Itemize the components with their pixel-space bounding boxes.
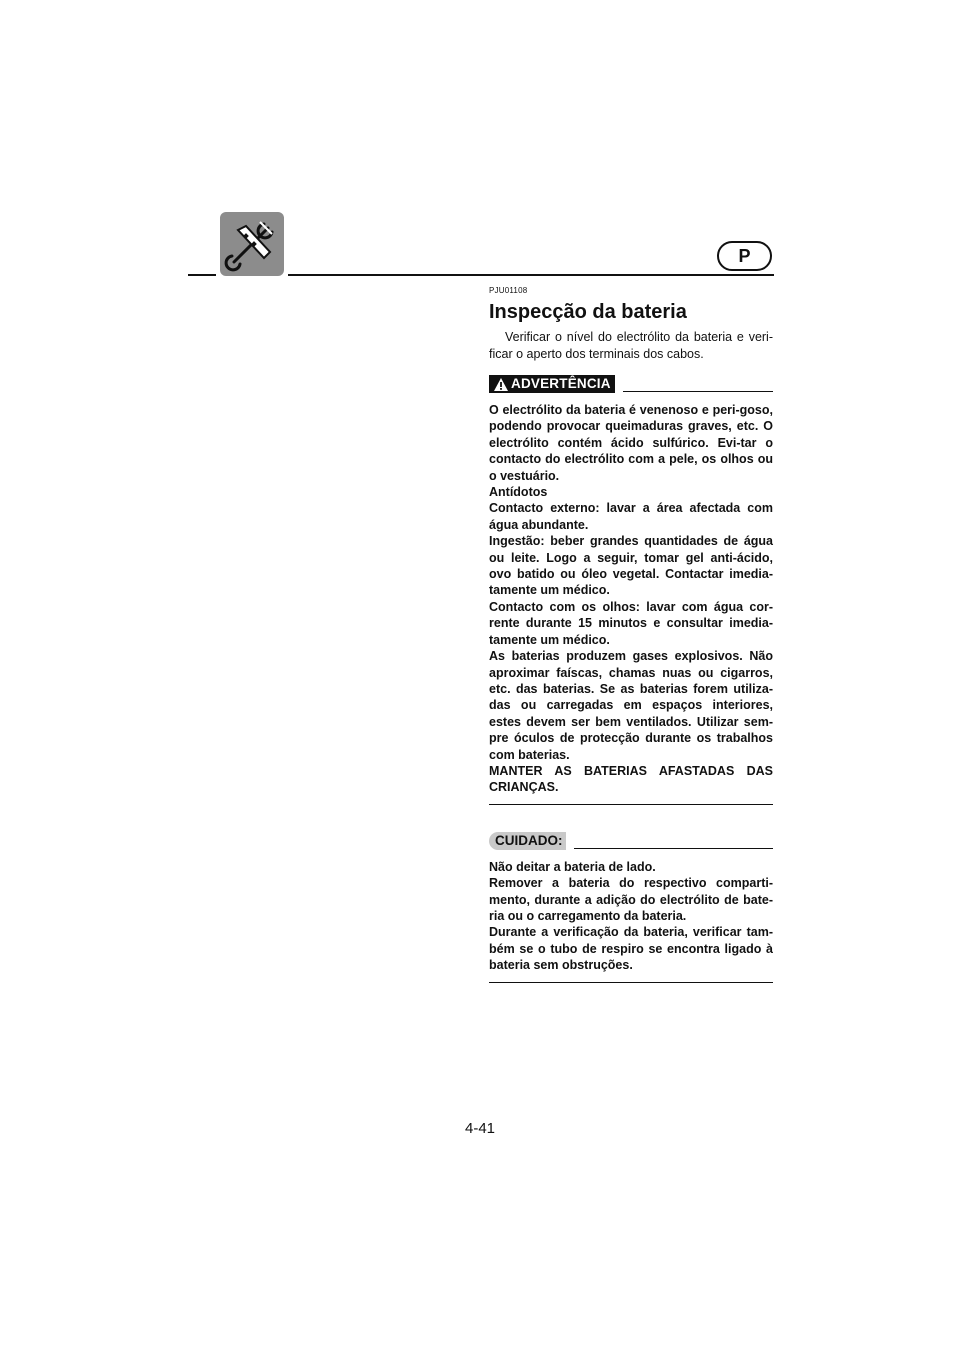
section-code: PJU01108: [489, 286, 528, 295]
caution-label: CUIDADO:: [489, 832, 566, 850]
warning-header: [489, 373, 773, 393]
warning-text: Contacto com os olhos: lavar com água cor-rente durante 15 minutos e consultar imedia-tamente um médico.: [489, 599, 773, 647]
caution-text: Remover a bateria do respectivo comparti-mento, durante a adição do electrólito de bate-ria ou o carregamento da bateria.: [489, 876, 773, 923]
caution-body: [489, 859, 773, 974]
caution-header-rule: [574, 848, 774, 849]
warning-header-rule: [623, 391, 773, 392]
language-badge: P: [717, 241, 772, 271]
caution-text: Durante a verificação da bateria, verificar tam-bém se o tubo de respiro se encontra ligado à bateria sem obstruções.: [489, 925, 773, 973]
warning-text: O electrólito da bateria é venenoso e peri-goso, podendo provocar queimaduras graves, etc. O electrólito contém ácido sulfúrico. Evi-tar o contacto do electrólito com a pele, os olhos ou o vestuário.: [489, 403, 773, 483]
warning-text: Ingestão: beber grandes quantidades de água ou leite. Logo a seguir, tomar gel anti-ácido, ovo batido ou óleo vegetal. Contactar imedia-tamente um médico.: [489, 534, 773, 598]
warning-body: [489, 402, 773, 796]
page-number: 4-41: [464, 1120, 496, 1137]
warning-text: Antídotos: [489, 485, 548, 500]
header-rule-right: [288, 274, 774, 276]
section-intro: Verificar o nível do electrólito da bateria e veri-ficar o aperto dos terminais dos cabos.: [489, 330, 773, 361]
caution-header: [489, 830, 773, 850]
warning-label: ADVERTÊNCIA: [511, 376, 611, 391]
warning-text: Contacto externo: lavar a área afectada com água abundante.: [489, 501, 773, 532]
warning-triangle-icon: [493, 377, 509, 392]
maintenance-tools-icon: [220, 212, 284, 276]
caution-text: Não deitar a bateria de lado.: [489, 859, 656, 874]
header-rule-left: [188, 274, 216, 276]
warning-text: MANTER AS BATERIAS AFASTADAS DAS CRIANÇAS.: [489, 763, 773, 795]
caution-end-rule: [489, 982, 773, 983]
main-content: [489, 286, 773, 983]
warning-text: As baterias produzem gases explosivos. Não aproximar faíscas, chamas nuas ou cigarros, etc. das baterias. Se as baterias forem utiliza-das ou carregadas em espaços interiores, estes devem ser bem ventilados. Utilizar sem-pre óculos de protecção durante os trabalhos com baterias.: [489, 649, 773, 762]
section-title: Inspecção da bateria: [489, 301, 687, 323]
warning-label-box: [489, 375, 615, 393]
